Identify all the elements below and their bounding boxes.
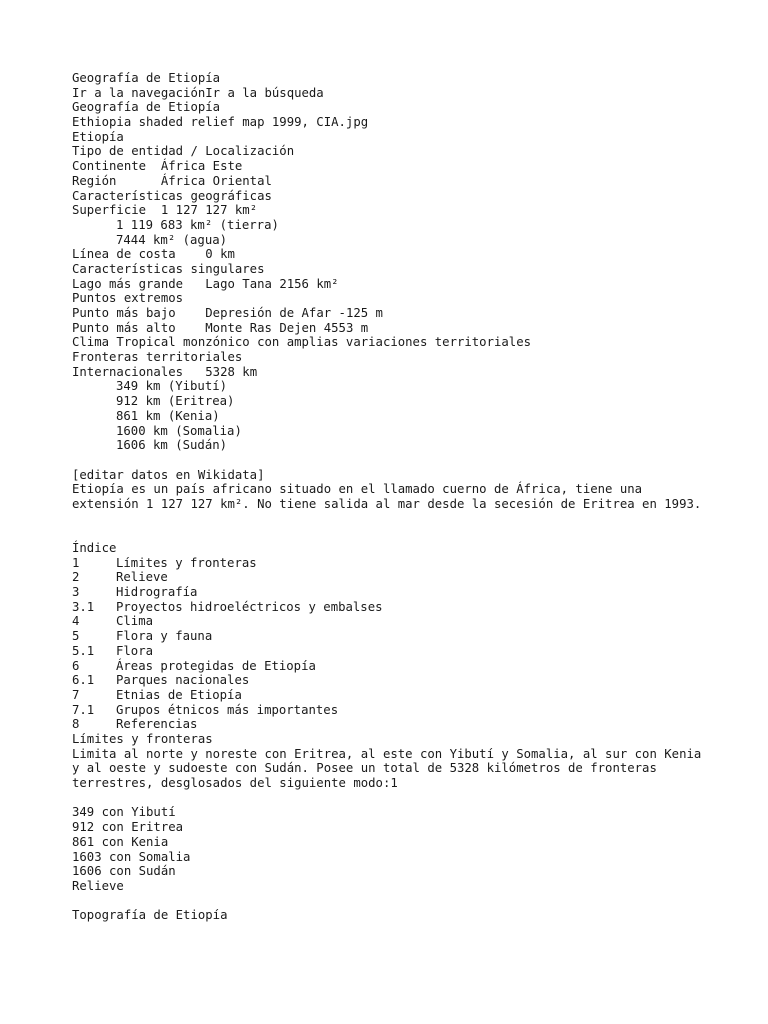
toc-item-label[interactable]: Flora — [116, 643, 154, 658]
international-row — [72, 365, 712, 380]
toc-item-label[interactable]: Proyectos hidroeléctricos y embalses — [116, 599, 383, 614]
spacer — [72, 791, 712, 806]
toc-item-label[interactable]: Etnias de Etiopía — [116, 687, 242, 702]
limits-paragraph: Limita al norte y noreste con Eritrea, al este con Yibutí y Somalia, al sur con Kenia y al oeste y sudoeste con Sudán. Posee un total de 5328 kilómetros de fronteras terrestres, desglosados del siguiente modo:1 — [72, 746, 702, 791]
spacer — [72, 453, 712, 468]
toc-item[interactable] — [72, 556, 712, 571]
document-page — [72, 71, 712, 923]
toc-item-label[interactable]: Áreas protegidas de Etiopía — [116, 658, 316, 673]
spacer — [72, 512, 712, 527]
toc-item[interactable] — [72, 600, 712, 615]
extremes-heading: Puntos extremos — [72, 291, 184, 306]
border-item: 861 km (Kenia) — [116, 408, 220, 423]
lake-label: Lago más grande — [72, 276, 184, 291]
toc-item-label[interactable]: Flora y fauna — [116, 629, 213, 644]
entity-type: Tipo de entidad / Localización — [72, 144, 295, 159]
toc-item-label[interactable]: Límites y fronteras — [116, 555, 257, 570]
page-title: Geografía de Etiopía — [72, 71, 221, 85]
area-label: Superficie — [72, 203, 147, 218]
toc-item-number: 2 — [72, 570, 80, 585]
area-value: 1 127 127 km² — [160, 203, 258, 218]
limits-list-item: 861 con Kenia — [72, 834, 169, 849]
area-row — [72, 203, 712, 218]
toc-item-number: 4 — [72, 614, 80, 629]
toc-item-label[interactable]: Hidrografía — [116, 585, 198, 600]
toc-item[interactable] — [72, 629, 712, 644]
toc-item-label[interactable]: Parques nacionales — [116, 673, 250, 688]
nav-links[interactable]: Ir a la navegaciónIr a la búsqueda — [72, 85, 324, 100]
relief-heading: Relieve — [72, 878, 124, 893]
toc-item-number: 6.1 — [72, 673, 95, 688]
spacer — [72, 894, 712, 909]
article-title: Geografía de Etiopía — [72, 100, 221, 115]
border-item: 1606 km (Sudán) — [116, 438, 228, 453]
border-item: 1600 km (Somalia) — [116, 423, 242, 438]
edit-wikidata-link[interactable]: [editar datos en Wikidata] — [72, 467, 265, 482]
country-name: Etiopía — [72, 129, 124, 144]
toc-item-label[interactable]: Relieve — [116, 570, 168, 585]
borders-heading: Fronteras territoriales — [72, 350, 243, 365]
lowest-row — [72, 306, 712, 321]
limits-list-item: 912 con Eritrea — [72, 820, 184, 835]
limits-list-item: 1606 con Sudán — [72, 864, 176, 879]
toc-item[interactable] — [72, 703, 712, 718]
coast-row — [72, 247, 712, 262]
toc-item-label[interactable]: Referencias — [116, 717, 198, 732]
toc-item-number: 5 — [72, 629, 80, 644]
toc-item[interactable] — [72, 688, 712, 703]
toc-item[interactable] — [72, 570, 712, 585]
singular-heading: Características singulares — [72, 261, 265, 276]
toc-item[interactable] — [72, 644, 712, 659]
toc-item-number: 7.1 — [72, 702, 95, 717]
coast-value: 0 km — [205, 247, 235, 262]
limits-list-item: 1603 con Somalia — [72, 849, 191, 864]
lowest-label: Punto más bajo — [72, 306, 176, 320]
intro-paragraph: Etiopía es un país africano situado en el llamado cuerno de África, tiene una extensión 1 127 127 km². No tiene salida al mar desde la secesión de Eritrea en 1993. — [72, 482, 702, 511]
toc-item[interactable] — [72, 717, 712, 732]
toc-item-number: 7 — [72, 687, 80, 702]
highest-value: Monte Ras Dejen 4553 m — [205, 320, 369, 335]
coast-label: Línea de costa — [72, 247, 176, 262]
spacer — [72, 526, 712, 541]
toc-item-number: 1 — [72, 555, 80, 570]
region-row — [72, 174, 712, 189]
lake-row — [72, 277, 712, 292]
continent-value: África Este — [160, 159, 243, 174]
limits-list-item: 349 con Yibutí — [72, 805, 176, 820]
area-land: 1 119 683 km² (tierra) — [116, 217, 279, 232]
image-caption[interactable]: Ethiopia shaded relief map 1999, CIA.jpg — [72, 115, 369, 130]
international-label: Internacionales — [72, 364, 184, 379]
international-value: 5328 km — [205, 364, 258, 379]
toc-item-number: 5.1 — [72, 643, 95, 658]
toc-heading: Índice — [72, 541, 117, 556]
toc-item[interactable] — [72, 585, 712, 600]
toc-item-number: 3 — [72, 585, 80, 600]
toc-item-number: 6 — [72, 658, 80, 673]
climate-row: Clima Tropical monzónico con amplias variaciones territoriales — [72, 335, 532, 350]
border-item: 349 km (Yibutí) — [116, 379, 228, 394]
toc-item-label[interactable]: Clima — [116, 614, 154, 629]
lake-value: Lago Tana 2156 km² — [205, 276, 339, 291]
continent-label: Continente — [72, 159, 147, 174]
region-value: África Oriental — [160, 173, 272, 188]
border-item: 912 km (Eritrea) — [116, 394, 235, 409]
region-label: Región — [72, 173, 117, 188]
lowest-value: Depresión de Afar -125 m — [205, 306, 383, 320]
relief-image-caption: Topografía de Etiopía — [72, 908, 228, 923]
toc-item-label[interactable]: Grupos étnicos más importantes — [116, 702, 339, 717]
highest-row — [72, 321, 712, 336]
highest-label: Punto más alto — [72, 320, 176, 335]
toc-item-number: 3.1 — [72, 599, 95, 614]
toc-item[interactable] — [72, 659, 712, 674]
limits-heading: Límites y fronteras — [72, 731, 213, 746]
geo-heading: Características geográficas — [72, 188, 272, 203]
area-water: 7444 km² (agua) — [116, 232, 228, 247]
continent-row — [72, 159, 712, 174]
toc-item-number: 8 — [72, 717, 80, 732]
toc-item[interactable] — [72, 673, 712, 688]
toc-item[interactable] — [72, 614, 712, 629]
